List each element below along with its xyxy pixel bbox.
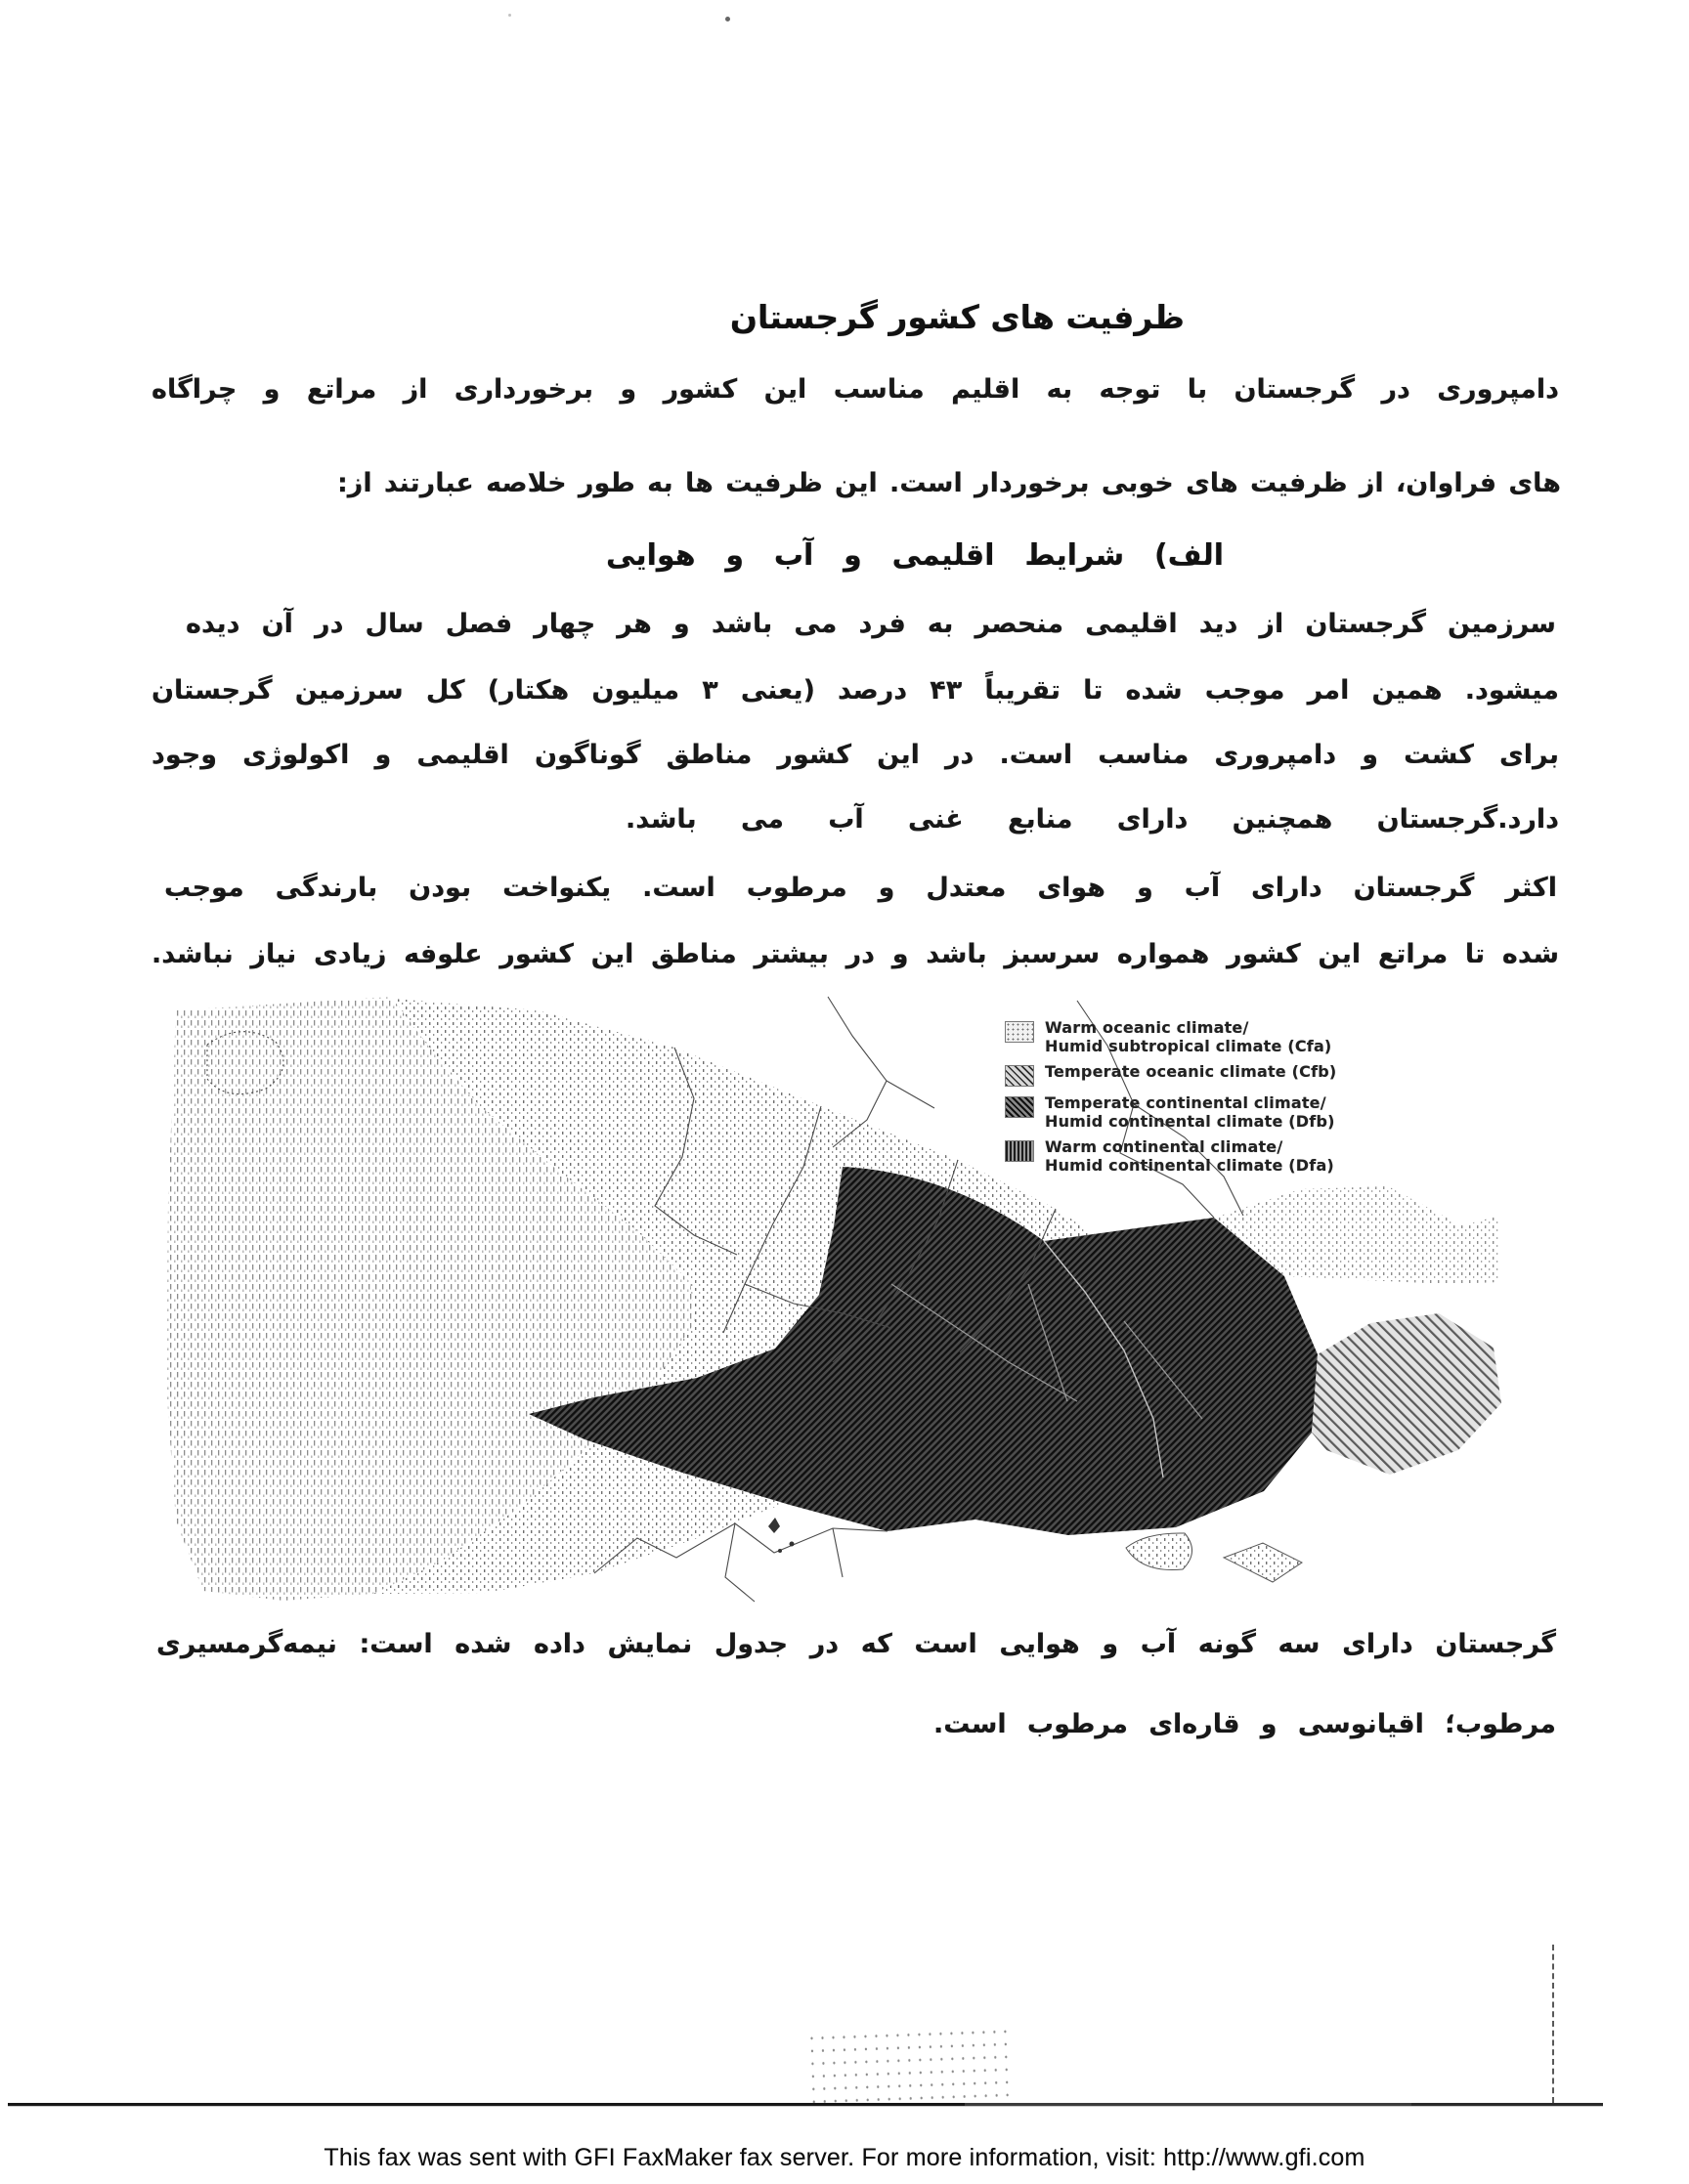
- east-tail-region: [1312, 1313, 1501, 1475]
- legend-row: [1005, 1062, 1357, 1087]
- map-caption-line: مرطوب؛ اقیانوسی و قاره‌ای مرطوب است.: [933, 1709, 1556, 1739]
- section-heading: الف) شرایط اقلیمی و آب و هوایی: [606, 538, 1224, 573]
- fax-footer-text: This fax was sent with GFI FaxMaker fax server. For more information, visit: http://www.gfi.com: [324, 2144, 1365, 2171]
- legend-row: [1005, 1093, 1357, 1131]
- legend-label: Warm oceanic climate/: [1045, 1018, 1249, 1037]
- legend-label: Temperate continental climate/: [1045, 1093, 1326, 1112]
- body-line: سرزمین گرجستان از دید اقلیمی منحصر به فرد می باشد و هر چهار فصل سال در آن دیده: [186, 609, 1556, 639]
- legend-swatch-cfb: [1005, 1065, 1034, 1087]
- legend-row: [1005, 1137, 1357, 1175]
- legend-label: Warm continental climate/: [1045, 1137, 1283, 1156]
- scan-horizontal-line: [8, 2103, 1603, 2106]
- legend-label: Humid subtropical climate (Cfa): [1045, 1037, 1332, 1055]
- body-line: های فراوان، از ظرفیت های خوبی برخوردار است. این ظرفیت ها به طور خلاصه عبارتند از:: [337, 468, 1561, 498]
- legend-swatch-dfb: [1005, 1096, 1034, 1118]
- legend-swatch-dfa: [1005, 1140, 1034, 1162]
- legend-row: [1005, 1018, 1357, 1055]
- map-legend: [1005, 1018, 1357, 1181]
- body-line: شده تا مراتع این کشور همواره سرسبز باشد و در بیشتر مناطق این کشور علوفه زیادی نیاز نباشد.: [152, 939, 1559, 969]
- legend-label: Temperate oceanic climate (Cfb): [1045, 1062, 1337, 1081]
- legend-label: Humid continental climate (Dfb): [1045, 1112, 1335, 1131]
- body-line: میشود. همین امر موجب شده تا تقریباً ۴۳ درصد (یعنی ۳ میلیون هکتار) کل سرزمین گرجستان: [152, 675, 1559, 706]
- climate-map-figure: [147, 989, 1505, 1616]
- legend-label: Humid continental climate (Dfa): [1045, 1156, 1334, 1175]
- scan-speck: [725, 17, 730, 21]
- body-line: دارد.گرجستان همچنین دارای منابع غنی آب می باشد.: [626, 804, 1559, 835]
- body-line: اکثر گرجستان دارای آب و هوای معتدل و مرطوب است. یکنواخت بودن بارندگی موجب: [164, 873, 1557, 903]
- body-line: برای کشت و دامپروری مناسب است. در این کشور مناطق گوناگون اقلیمی و اکولوژی وجود: [152, 740, 1559, 770]
- map-caption-line: گرجستان دارای سه گونه آب و هوایی است که در جدول نمایش داده شده است: نیمه‌گرمسیری: [156, 1629, 1556, 1659]
- document-title: ظرفیت های کشور گرجستان: [729, 298, 1185, 336]
- body-line: دامپروری در گرجستان با توجه به اقلیم مناسب این کشور و برخورداری از مراتع و چراگاه: [152, 374, 1559, 405]
- scan-speck: [508, 14, 511, 17]
- scan-vertical-line: [1552, 1945, 1554, 2103]
- legend-swatch-cfa: [1005, 1021, 1034, 1043]
- scan-noise: [806, 2025, 1009, 2104]
